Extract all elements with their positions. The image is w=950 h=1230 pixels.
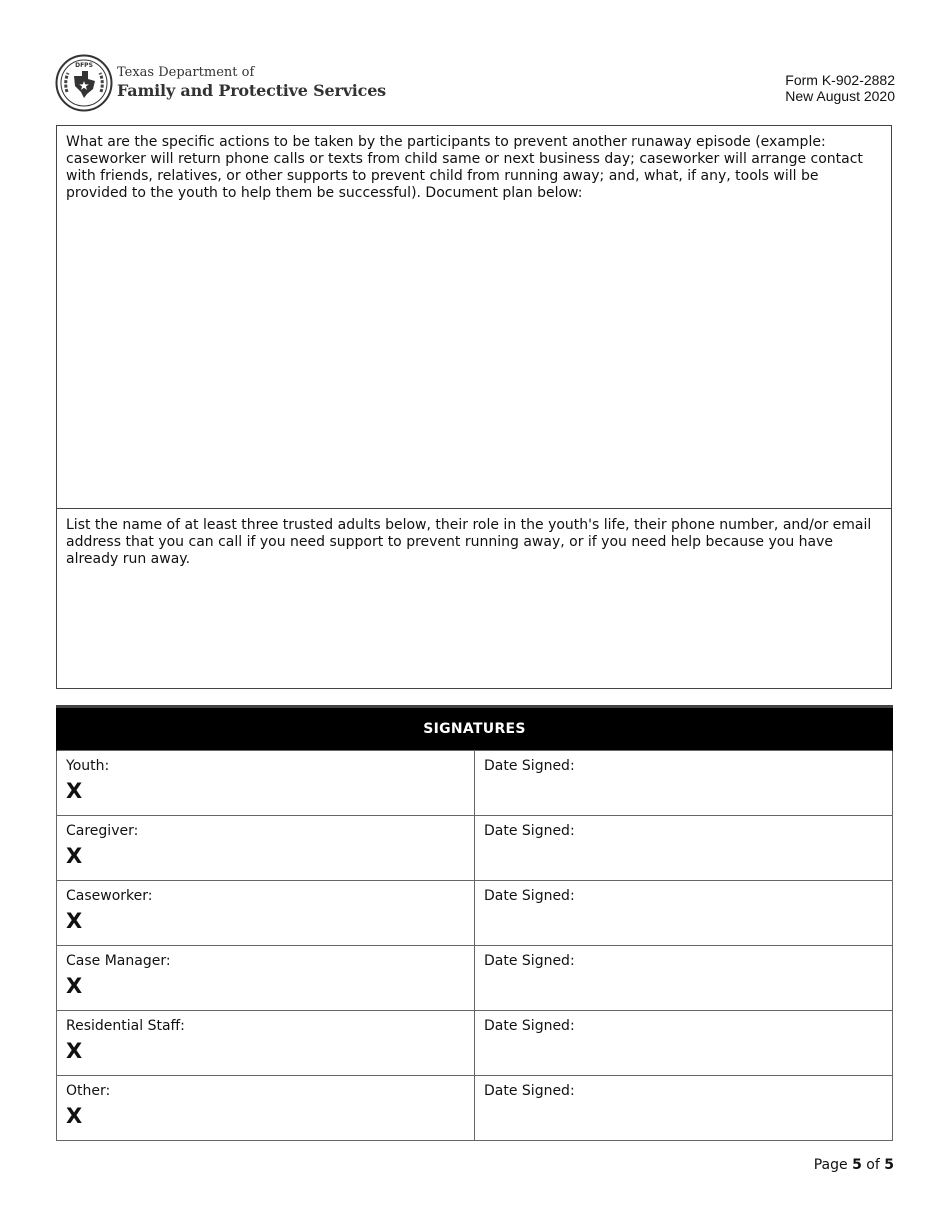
- trusted-adults-prompt: List the name of at least three trusted adults below, their role in the youth's life, their phone number, and/or email address that you can call if you need support to prevent running away, or if you need help because you have already run away.: [66, 517, 872, 567]
- of-word: of: [866, 1157, 880, 1173]
- signature-x-mark: X: [66, 1039, 83, 1063]
- signature-x-mark: X: [66, 909, 83, 933]
- signatures-heading: SIGNATURES: [57, 707, 893, 751]
- signature-x-mark: X: [66, 779, 83, 803]
- date-signed-label: Date Signed:: [484, 758, 575, 774]
- actions-plan-prompt: What are the specific actions to be taken by the participants to prevent another runaway episode (example: caseworker will return phone calls or texts from child same or next business day; caseworker will arrange contact with friends, relatives, or other supports to prevent child from running away; and, what, if any, tools will be provided to the youth to help them be successful). Document plan below:: [66, 134, 863, 201]
- signature-field-youth[interactable]: [57, 751, 475, 816]
- signature-x-mark: X: [66, 1104, 83, 1128]
- date-signed-field-case-manager[interactable]: [475, 946, 893, 1011]
- signature-field-case-manager[interactable]: [57, 946, 475, 1011]
- svg-text:DFPS: DFPS: [75, 62, 93, 69]
- signature-row-youth: [57, 751, 893, 816]
- date-signed-label: Date Signed:: [484, 823, 575, 839]
- date-signed-field-other[interactable]: [475, 1076, 893, 1141]
- signatures-table: [56, 705, 893, 1141]
- signature-role-label: Caseworker:: [66, 888, 153, 904]
- signature-role-label: Residential Staff:: [66, 1018, 185, 1034]
- page-word: Page: [813, 1157, 848, 1173]
- actions-plan-field[interactable]: [56, 125, 892, 509]
- page-number: [814, 1157, 894, 1173]
- signature-row-other: [57, 1076, 893, 1141]
- date-signed-field-caregiver[interactable]: [475, 816, 893, 881]
- signature-row-caregiver: [57, 816, 893, 881]
- trusted-adults-field[interactable]: [56, 508, 892, 689]
- signature-x-mark: X: [66, 844, 83, 868]
- signature-row-residential-staff: [57, 1011, 893, 1076]
- signature-role-label: Caregiver:: [66, 823, 139, 839]
- date-signed-field-caseworker[interactable]: [475, 881, 893, 946]
- date-signed-field-residential-staff[interactable]: [475, 1011, 893, 1076]
- signature-role-label: Other:: [66, 1083, 111, 1099]
- date-signed-label: Date Signed:: [484, 1083, 575, 1099]
- signature-x-mark: X: [66, 974, 83, 998]
- current-page: 5: [852, 1157, 862, 1173]
- signature-role-label: Youth:: [66, 758, 110, 774]
- total-pages: 5: [884, 1157, 894, 1173]
- page-header: [55, 54, 895, 114]
- signature-field-residential-staff[interactable]: [57, 1011, 475, 1076]
- date-signed-label: Date Signed:: [484, 888, 575, 904]
- signature-field-caseworker[interactable]: [57, 881, 475, 946]
- form-date: New August 2020: [785, 88, 895, 104]
- date-signed-field-youth[interactable]: [475, 751, 893, 816]
- signature-field-caregiver[interactable]: [57, 816, 475, 881]
- date-signed-label: Date Signed:: [484, 953, 575, 969]
- agency-line1: Texas Department of: [117, 65, 255, 80]
- agency-name: [117, 64, 386, 101]
- signature-role-label: Case Manager:: [66, 953, 171, 969]
- form-number: Form K-902-2882: [785, 72, 895, 88]
- agency-line2: Family and Protective Services: [117, 81, 386, 100]
- signature-row-case-manager: [57, 946, 893, 1011]
- form-identifier: [785, 72, 895, 104]
- signature-row-caseworker: [57, 881, 893, 946]
- date-signed-label: Date Signed:: [484, 1018, 575, 1034]
- signature-field-other[interactable]: [57, 1076, 475, 1141]
- dfps-seal-logo: [55, 54, 113, 112]
